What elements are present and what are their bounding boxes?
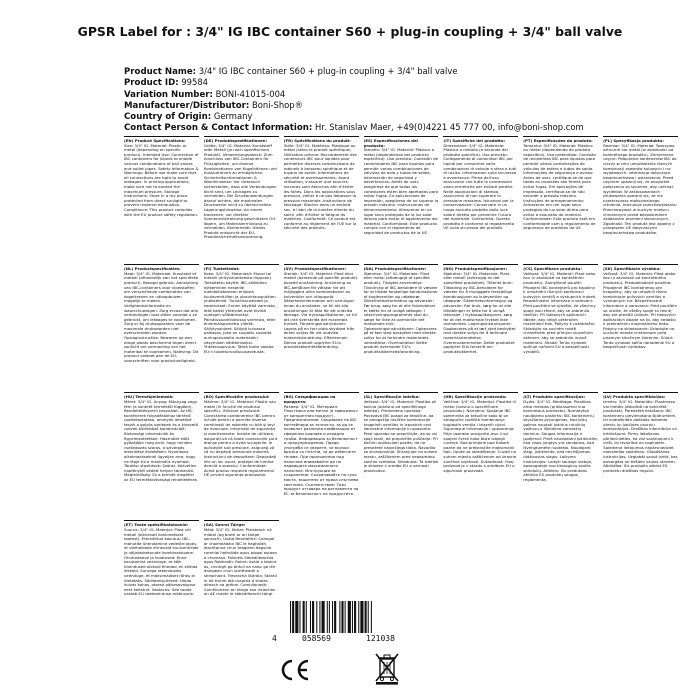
barcode-bar — [352, 601, 353, 633]
barcode-bar — [312, 601, 314, 633]
barcode-bar — [360, 601, 363, 633]
barcode — [272, 601, 424, 646]
country-of-origin-row: Country of Origin: Germany — [124, 111, 253, 123]
barcode-bar — [334, 601, 336, 633]
variation-number-row: Variation Number: BONI-41015-004 — [124, 88, 286, 100]
barcode-bar — [371, 601, 372, 633]
contact-row: Contact Person & Contact Information: Hr. Stanislav Maer, +49(0)4221 45 777 00, info@boni-shop.com — [124, 122, 584, 134]
barcode-bar — [327, 601, 328, 633]
barcode-bar — [292, 601, 294, 633]
barcode-bar — [322, 601, 325, 633]
barcode-bar — [316, 601, 317, 633]
spec-block-fi: (FI) Tuotetiedot: Koko: 3/4" IG. Materiaali: Muovi tai metalli (erityistuotteesta riippuen). Tarkoitettu käyttö: IBC-säiliöiden kytkeminen nesteille mahdollistamaan erilaisia kuulaventtiilien ja ulosvirtausputkien yhdistelmiä. Turvallisuustiedot ja varoitukset: Ennen käyttöä varmista, että kaikki yhteydet ovat tiiviitä vuotojen välttämiseksi. Painatussovelluksissa varmista, ettei enimmäispainetta ylitetä. Säilytysohjeet: Säilytä kuivassa paikassa, joka on suojattu suoralta auringonvalolta materiaalin väsymisen välttämiseksi. Yhteensopivuus: Tämä tuote vastaa EU:n tuoteturvallisuusasetusta. — [204, 264, 279, 389]
spec-block-cs: (CS) Specifikace produktu: Velikost: 3/4" IG. Materiál: Plast nebo kov (v závislosti na konkrétním produktu). Zamýšlené použití: Připojení IBC kontejnerů pro kapaliny k umožnění různých kombinací kulových ventilů a výstupních trubek. Bezpečnostní informace a varování: Před použitím se ujistěte, že všechny spoje jsou těsné, aby se zabránilo únikům. Při tlakových aplikacích dbejte, aby nebyl překročen maximální tlak. Pokyny k uskladnění: Skladujte na suchém místě chráněném před přímým slunečním zářením, aby se zabránilo únavě materiálu. Shoda: Tento výrobek splňuje nařízení EU o bezpečnosti výrobků. — [523, 264, 598, 389]
barcode-bar — [290, 601, 291, 633]
barcode-bar — [332, 601, 333, 633]
product-name-row: Product Name: 3/4" IG IBC container S60 + plug-in coupling + 3/4" ball valve — [124, 66, 458, 77]
product-info — [124, 66, 684, 134]
label-title: GPSR Label for : 3/4" IG IBC container S60 + plug-in coupling + 3/4" ball valve — [77, 24, 623, 39]
spec-block-fr: (FR) Spécifications du produit: Taille: 3/4" IG. Matériau: Plastique ou métal (selon le produit spécifique). Utilisation prévue: Raccordement des conteneurs IBC pour liquides pour permettre diverses combinaisons de robinets à boisseau sphérique et de tuyaux de sortie. Informations de sécurité et avertissements: Avant utilisation, s'assurer que tous les raccords sont étanches afin d'éviter les fuites. Dans les applications sous pression, veiller à ne pas dépasser la pression maximale. Instructions de stockage: Stocker dans un endroit sec, à l'abri de la lumière directe du soleil, afin d'éviter la fatigue du matériau. Conformité: Ce produit est conforme au règlement de l'UE sur la sécurité des produits. — [284, 136, 359, 261]
spec-block-lv: (LV) Produkta specifikācijas: Izmērs: 3/4" IG. Materiāls: Plastmasa vai metāls (atkarībā no konkrētā produkta). Paredzētā lietošana: IBC konteineru pievienošana šķidrumiem, lai nodrošinātu dažādas lodveida vārstu un izplūdes cauruļu kombinācijas. Drošības informācija un brīdinājumi: Pirms lietošanas pārliecinieties, ka visi savienojumi ir cieši, lai izvairītos no noplūdēm. Spiediena lietojumos nepārsniedziet maksimālo spiedienu. Glabāšanas instrukcijas: Uzglabāt sausā vietā, kas aizsargāta no tiešiem saules stariem. Atbilstība: Šis produkts atbilst ES produktu drošības regulai. — [603, 392, 678, 517]
manufacturer-row: Manufacturer/Distributor: Boni-Shop® — [124, 99, 303, 111]
spec-block-ro: (RO) Specificațiile produsului: Mărime: 3/4" IG. Material: Plastic sau metal (în funcție de produsul specific). Utilizare prevăzută: Conectarea containerelor IBC pentru lichide pentru a permite diverse combinații de robinete cu bilă și țevi de evacuare. Informații de siguranță și avertismente: Înainte de utilizare, asigurați-vă că toate conexiunile sunt etanșe pentru a evita scurgerile. În aplicațiile sub presiune, asigurați-vă că nu depășiți presiunea maximă. Instrucțiuni de depozitare: Depozitați într-un loc uscat, protejat de lumina directă a soarelui. Conformitate: Acest produs respectă regulamentul UE privind siguranța produselor. — [204, 392, 279, 517]
barcode-bar — [365, 601, 367, 633]
spec-block-pt: (PT) Especificações do produto: Tamanho: 3/4" IG. Material: Plástico ou metal (dependendo do produto específico). Uso pretendido: Conexão de recipientes IBC para líquidos para permitir várias combinações de válvulas de esfera e tubos de saída. Informações de segurança e avisos: Antes de usar, certifique-se de que todas as conexões são firmes para evitar fugas. Em aplicações de impressão, certifique-se de não exceder a pressão máxima. Instruções de armazenamento: Armazenar em um lugar seco protegido da luz solar direta para evitar a exaustão do material. Conformidade: Este produto está em conformidade com o regulamento de segurança de produtos da UE. — [523, 136, 598, 261]
spec-block-lt: (LT) Produkto specifikacijos: Dydis: 3/4" IG. Medžiaga: Plastikas arba metalas (priklausomai nuo konkretaus produkto). Numatytoji naudojimo paskirtis: IBC konteinerių skysčiams prijungimas, kad būtų galima naudoti įvairius rutulinių vožtuvų ir išleidimo vamzdžių derinius. Saugos informacija ir įspėjimai: Prieš naudodami įsitikinkite, kad visos jungtys yra sandarios, kad išvengtumėte nuotėkio. Naudojant slėgį, įsitikinkite, kad neviršijamas didžiausias slėgis. Laikymo instrukcijos: Laikyti sausoje vietoje, apsaugotoje nuo tiesioginių saulės spindulių. Atitiktis: Šis produktas atitinka ES produktų saugos reglamentą. — [523, 392, 598, 517]
barcode-bar — [295, 601, 298, 633]
spec-block-sk: (SK) Špecifikácie výrobku: Veľkosť: 3/4" IG. Materiál: Plast alebo kov (v závislosti od konkrétneho produktu). Predpokladané použitie: Pripojenie IBC kontajnerov pre kvapaliny, aby sa umožnili rôzne kombinácie guľových ventilov a výstupných rúr. Bezpečnostné informácie a varovania: Pred použitím sa uistite, že všetky spoje sú tesné, aby ste predišli únikom. Pri tlakových aplikáciách dbajte na to, aby nedošlo k prekročeniu maximálneho tlaku. Pokyny na skladovanie: Skladujte na suchom mieste chránenom pred priamym slnečným žiarením. Súlad: Tento výrobok spĺňa nariadenie EÚ o bezpečnosti výrobkov. — [603, 264, 678, 389]
spec-block-en: (EN) Product Specifications: Size: 3/4" IG. Material: Plastic or metal (depending on specific product). Intended Use: Connection of IBC containers for liquids to enable various combinations of ball valves and outlet pipes. Safety Information & Warnings: Before use make sure that all connections are tight to avoid leakages. In printing applications, make sure not to exceed the maximum pressure. Storage Instructions: Store in a dry place protected from direct sunlight to prevent material exhaustion. Compliance: This product complies with the EU product safety regulation. — [124, 136, 199, 261]
spec-block-de: (DE) Produktspezifikationen: Größe: 3/4" IG. Material: Kunststoff oder Metall (je nach spezifischem Produkt). Verwendungszweck: Zum Anschluss von IBC-Containern für Flüssigkeiten, um diverse Kombinationen von Kugelhähnen und Auslaufrohren zu ermöglichen. Sicherheitsinformationen & Warnhinweise: Vor Gebrauch sicherstellen, dass alle Verbindungen dicht sind, um Leckagen zu vermeiden. Bei Druckanwendungen darauf achten, die maximalen Druckwerte nicht zu überschreiten. Lagerungshinweise: An einem trockenen, vor direkter Sonneneinstrahlung geschützten Ort lagern, um Materialermüdung zu vermeiden. Konformität: Dieses Produkt entspricht der EU-Produktsicherheitsverordnung. — [204, 136, 279, 261]
barcode-digits-mid: 058569 — [302, 634, 331, 643]
spec-block-bg: (BG) Спецификации на продукта: Размер: 3/4" IG. Материал: Пластмаса или метал (в зависимост от конкретния продукт). Предназначение: Свързване на IBC контейнери за течности, за да се позволят различни комбинации от сферични кранове и изходни тръби. Информация за безопасност и предупреждения: Преди употреба се уверете, че всички връзки са плътни, за да избегнете течове. При приложения под налягане внимавайте да не надвишите максималното налягане. Инструкции за съхранение: Съхранявайте на сухо място, защитено от пряка слънчева светлина. Съответствие: Този продукт отговаря на регламента на ЕС за безопасност на продуктите. — [284, 392, 359, 517]
barcode-bar — [368, 601, 369, 633]
spec-block-it: (IT) Specifiche del prodotto: Dimensione: 3/4" IG. Materiale: Plastica o metallo (a seconda del prodotto specifico). Uso previsto: Collegamento di contenitori IBC per liquidi per consentire varie combinazioni di valvole a sfera e tubi di uscita. Informazioni sulla sicurezza e avvertenze: Prima dell'uso assicurarsi che tutte le connessioni siano ermetiche per evitare perdite. Nelle applicazioni di stampa, assicurarsi di non superare la pressione massima. Istruzioni per la conservazione: Conservare in un luogo asciutto protetto dalla luce solare diretta per prevenire l'usura del materiale. Conformità: Questo prodotto è conforme al regolamento UE sulla sicurezza dei prodotti. — [443, 136, 518, 261]
ce-mark-icon — [278, 658, 310, 682]
spec-block-da: (DA) Produktspecifikationer: Størrelse: 3/4" IG. Materiale: Plast eller metal (afhængigt af specifikt produkt). Tilsigtet anvendelse: Tilslutning af IBC-beholdere til væsker for at tillade forskellige kombinationer af kugleventiler og udløbsrør. Sikkerhedsinformation og advarsler: Før brug, sørg for at alle forbindelser er tætte for at undgå lækager. I udskrivningsprogrammer skal du sørge for ikke at overskride det maksimale tryk. Opbevaringsinstruktioner: Opbevares på et tørt sted beskyttet mod direkte sollys for at forhindre materialets udmattelse. Overholdelse: Dette produkt overholder EU's produktsikkerhedsforordning. — [364, 264, 439, 389]
barcode-bar — [345, 601, 346, 633]
spec-block-pl: (PL) Specyfikacja produktu: Rozmiar: 3/4" IG. Materiał: Tworzywo sztuczne lub metal (w zależności od konkretnego produktu). Zamierzone użycie: Połączenie kontenerów IBC do cieczy w celu umożliwienia różnych kombinacji zaworów kulowych i rur wylotowych. Informacje dotyczące bezpieczeństwa i ostrzeżenia: Przed użyciem upewnij się, że wszystkie połączenia są szczelne, aby uniknąć wycieków. W zastosowaniach drukowania upewnij się, że nie przekraczasz maksymalnego ciśnienia. Instrukcje przechowywania: Przechowywać w suchym miejscu chronionym przed bezpośrednim działaniem promieni słonecznych. Zgodność: Ten produkt jest zgodny z przepisami UE dotyczącymi bezpieczeństwa produktów. — [603, 136, 678, 261]
barcode-digits-right: 121038 — [366, 634, 395, 643]
barcode-bar — [299, 601, 300, 633]
barcode-bar — [341, 601, 343, 633]
barcode-bar — [358, 601, 359, 633]
barcode-bar — [319, 601, 320, 633]
barcode-bar — [329, 601, 330, 633]
barcode-bar — [306, 601, 307, 633]
product-id-row: Product ID: 99584 — [124, 77, 208, 89]
spec-block-ga: (GA) Sonraí Táirge: Méid: 3/4" IG. Ábhar: Plaisteach nó miotal (ag brath ar an táirge sonrach). Úsáid Beartaithe: Ceangal ar choimeádáin IBC le haghaidh leachtanna chun teaglaim éagsúla comhlaí liathróide agus píopaí asraon a chumasú. Faisnéis Sábháilteachta agus Rabhaidh: Roimh úsáid a bhaint as, cinntigh go bhfuil na naisc go léir daingean chun sceitheadh a sheachaint. Treoracha Stórála: Stóráil in áit thirim atá cosanta ó sholas díreach na gréine. Comhlíonadh: Comhlíonann an táirge seo rialachán an AE maidir le sábháilteacht táirgí. — [203, 522, 277, 597]
spec-block-hr: (HR) Specifikacije proizvoda: Veličina: 3/4" IG. Materijal: Plastika ili metal (ovisno o specifičnom proizvodu). Namjena: Spajanje IBC spremnika za tekućine kako bi se omogućile različite kombinacije kuglastih ventila i izlaznih cijevi. Sigurnosne informacije i upozorenja: Prije uporabe provjerite jesu li svi spojevi čvrsti kako biste izbjegli curenje. Kod primjene pod tlakom pazite da ne prekoračite maksimalni tlak. Upute za skladištenje: Čuvati na suhom mjestu zaštićenom od izravne sunčeve svjetlosti. Sukladnost: Ovaj proizvod je u skladu s uredbom EU o sigurnosti proizvoda. — [443, 392, 518, 517]
barcode-bars — [290, 601, 418, 633]
spec-block-nl: (NL) Productspecificaties: Maat: 3/4" IG. Materiaal: Kunststof of metaal (afhankelijk van het specifieke product). Beoogd gebruik: Aansluiting van IBC-containers voor vloeistoffen om verschillende combinaties van kogelkranen en uitloopbuizen mogelijk te maken. Veiligheidsinformatie en waarschuwingen: Zorg ervoor dat alle verbindingen vast zitten voordat u ze gebruikt, om lekkages te voorkomen. Zorg er bij drukapparaten voor de maximale drukwaarden niet overschreden worden. Opslaginstructies: Bewaren op een droge plaats beschermd tegen direct zonlicht om vermoeiing van het materiaal te voorkomen. Naleving: Dit product voldoet aan de EU-voorschriften voor productveiligheid. — [124, 264, 199, 389]
spec-block-sv: (SV) Produktspecifikationer: Storlek: 3/4" IG. Material: Plast eller metall (beroende på specifik produkt). Avsedd användning: Anslutning av IBC-behållare för vätskor för att möjliggöra olika kombinationer av kulventiler och utloppsrör. Säkerhetsinformation och varningar: Innan du använder, se till att alla anslutningar är täta för att undvika läckage. Vid tryckapplikationer, se till att inte överskrida det maximala trycket. Förvaringsinstruktioner: Lagras på en torr plats skyddad från direkt solljus för att undvika materialutmattning. Efterlevnad: Denna produkt uppfyller EU:s produktsäkerhetsförordning. — [284, 264, 359, 389]
spec-block-hu: (HU) Termékjellemzők: Méret: 3/4" IG. Anyag: Műanyag vagy fém (a konkrét terméktől függően). Rendeltetésszerű használat: Az IBC konténerek folyadékokhoz történő csatlakoztatása, amelyek lehetővé teszik a golyós szelepek és a kivezető csövek különböző kombinációit. Biztonsági információk és figyelmeztetések: Használat előtt győződjön meg arról, hogy minden csatlakozás szoros, a szivárgás elkerülése érdekében. Nyomásos alkalmazásoknál ügyeljen arra, hogy ne lépje túl a maximális nyomást. Tárolási utasítások: Száraz, közvetlen napfénytől védett helyen tárolandó. Megfelelőség: Ez a termék megfelel az EU termékbiztonsági rendeletének. — [124, 392, 199, 517]
spec-block-es: (ES) Especificaciones del producto: Tamaño: 3/4" IG. Material: Plástico o metal (dependiendo del producto específico). Uso previsto: Conexión de contenedores IBC para líquidos para permitir varias combinaciones de válvulas de bola y tubos de salida. Información de seguridad y advertencias: Antes de usar, asegúrese de que todas las conexiones estén bien apretadas para evitar fugas. En aplicaciones de impresión, asegúrese de no superar la presión máxima. Instrucciones de almacenamiento: Almacenar en un lugar seco protegido de la luz solar directa para evitar el agotamiento del material. Conformidad: Este producto cumple con el reglamento de seguridad de productos de la UE. — [364, 136, 439, 261]
spec-block-no: (NO) Produktspesifikasjoner: Størrelse: 3/4" IG. Materiale: Plast eller metall (avhengig av det spesifikke produktet). Tiltenkt bruk: Tilkobling av IBC-beholdere for væsker for å muliggjøre forskjellige kombinasjoner av kuleventiler og utløpsrør. Sikkerhetsinformasjon og advarsler: Før bruk, sørg for at alle tilkoblinger er tette for å unngå lekkasjer. I trykkapplikasjoner, sørg for at det maksimale trykket ikke overskrides. Lagringsinstruksjoner: Oppbevares på et tørt sted beskyttet mot direkte sollys for å forhindre materialutmattelse. Overensstemmelse: Dette produktet oppfyller EUs forskrift om produktsikkerhet. — [443, 264, 518, 389]
barcode-bar — [348, 601, 351, 633]
barcode-bar — [310, 601, 311, 633]
spec-block-et: (ET) Toote spetsifikatsioonid: Suurus: 3/4" IG. Materjal: Plast või metall (olenevalt konkreetsest tootest). Ettenähtud kasutus: IBC-mahutite ühendamine vedelike jaoks, et võimaldada erinevaid kuulventiilide ja väljalasketorude kombinatsioone. Ohutusteave ja hoiatused: Enne kasutamist veenduge, et kõik ühendused oleksid tihedad, et vältida lekkeid. Survega rakendustes veenduge, et maksimaalset rõhku ei ületataks. Säilitamisjuhised: Hoida kuivas kohas, otsese päikesevalguse eest kaitstult. Vastavus: See toode vastab ELi tooteohutuse määrusele. — [124, 522, 199, 597]
spec-block-sl: (SL) Specifikacije izdelka: Velikost: 3/4" IG. Material: Plastika ali kovina (odvisno od specifičnega izdelka). Predvidena uporaba: Povezava IBC posod za tekočine, da se omogočijo različne kombinacije krogelnih ventilov in izpustnih cevi. Varnostne informacije in opozorila: Pred uporabo se prepričajte, da so vsi spoji tesni, da preprečite puščanje. Pri tlačnih aplikacijah pazite, da ne presežete največjega tlaka. Navodila za shranjevanje: Shranjujte na suhem mestu, zaščitenem pred neposredno sončno svetlobo. Skladnost: Ta izdelek je skladen z uredbo EU o varnosti proizvodov. — [364, 392, 439, 517]
crossed-out-bin-icon — [374, 651, 400, 685]
barcode-bar — [303, 601, 305, 633]
barcode-bar — [354, 601, 356, 633]
barcode-digit-left: 4 — [272, 634, 277, 643]
barcode-bar — [339, 601, 340, 633]
spec-grid — [124, 136, 678, 597]
